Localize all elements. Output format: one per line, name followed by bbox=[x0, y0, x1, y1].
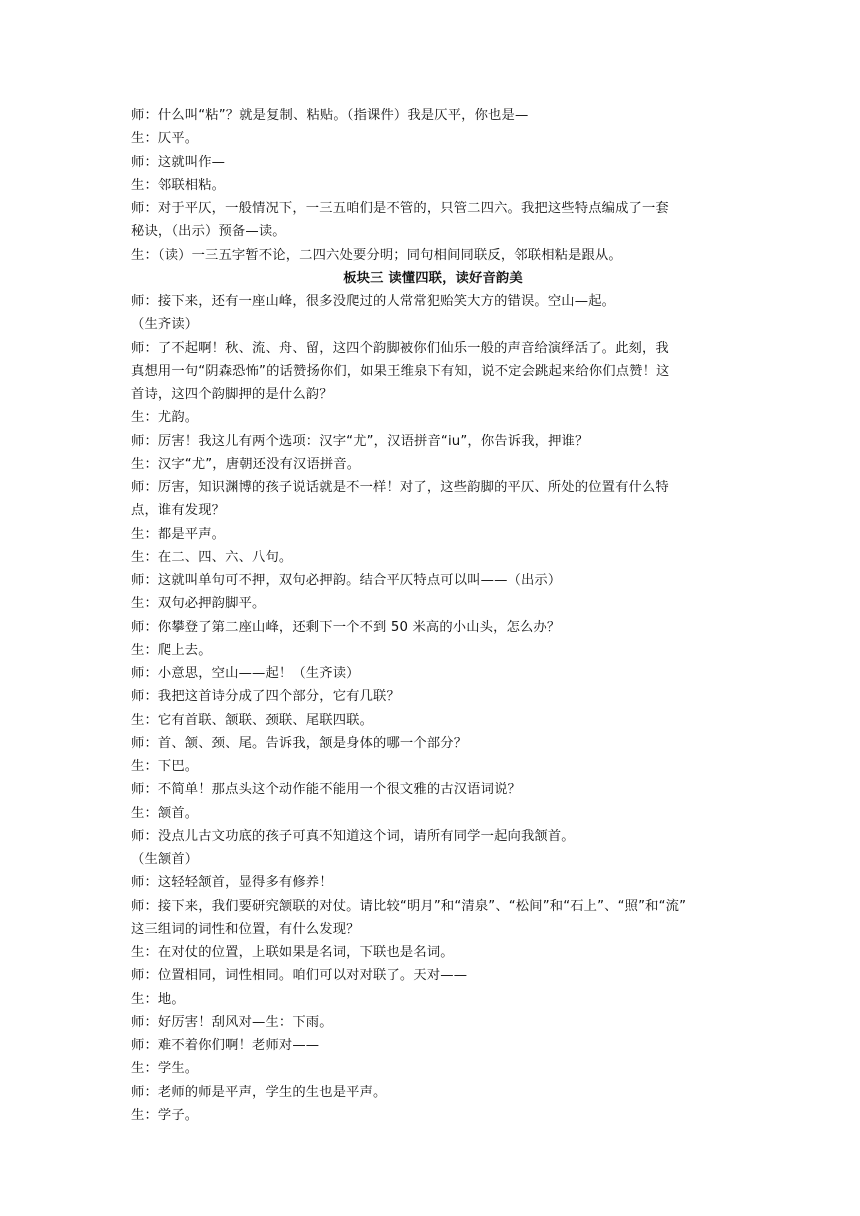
text-line: 师：小意思，空山——起！（生齐读） bbox=[131, 666, 360, 681]
text-line: 师：了不起啊！秋、流、舟、留，这四个韵脚被你们仙乐一般的声音给演绎活了。此刻，我 bbox=[131, 340, 669, 356]
text-line: 生：尤韵。 bbox=[131, 410, 199, 426]
document-page bbox=[131, 104, 735, 1127]
text-line: 生：学生。 bbox=[131, 1061, 199, 1077]
text-line: （生颔首） bbox=[131, 852, 199, 867]
text-line: 生：下巴。 bbox=[131, 759, 199, 774]
text-line: 师：厉害！我这儿有两个选项：汉字“尤”，汉语拼音“iu”，你告诉我，押谁？ bbox=[131, 433, 589, 449]
text-line: 真想用一句“阴森恐怖”的话赞扬你们，如果王维泉下有知，说不定会跳起来给你们点赞！这 bbox=[131, 363, 670, 379]
text-line: 师：这就叫作— bbox=[131, 154, 226, 170]
text-line: 生：邻联相粘。 bbox=[131, 177, 226, 193]
text-line: 师：我把这首诗分成了四个部分，它有几联？ bbox=[131, 689, 400, 705]
text-line: 师：厉害，知识渊博的孩子说话就是不一样！对了，这些韵脚的平仄、所处的位置有什么特 bbox=[131, 480, 669, 495]
text-line: 师：好厉害！刮风对—生：下雨。 bbox=[131, 1014, 333, 1030]
text-line: 生：它有首联、颔联、颈联、尾联四联。 bbox=[131, 712, 374, 728]
text-line: 师：位置相同，词性相同。咱们可以对对联了。天对—— bbox=[131, 968, 468, 984]
text-line: 生：地。 bbox=[131, 991, 185, 1007]
text-line: 点，谁有发现？ bbox=[131, 503, 226, 519]
text-line: 师：老师的师是平声，学生的生也是平声。 bbox=[131, 1084, 387, 1100]
text-line: 生：在二、四、六、八句。 bbox=[131, 549, 293, 565]
text-line: 师：这就叫单句可不押，双句必押韵。结合平仄特点可以叫——（出示） bbox=[131, 573, 562, 588]
text-line: 师：首、颔、颈、尾。告诉我，颔是身体的哪一个部分？ bbox=[131, 735, 468, 751]
text-line: 师：对于平仄，一般情况下，一三五咱们是不管的，只管二四六。我把这些特点编成了一套 bbox=[131, 201, 669, 216]
text-line: 生：双句必押韵脚平。 bbox=[131, 596, 266, 612]
text-line: 生：爬上去。 bbox=[131, 642, 212, 658]
text-line: 师：什么叫“粘”？就是复制、粘贴。（指课件）我是仄平，你也是— bbox=[131, 108, 529, 123]
text-line: 生：颔首。 bbox=[131, 805, 199, 821]
text-line: （生齐读） bbox=[131, 317, 199, 333]
text-line: 生：汉字“尤”，唐朝还没有汉语拼音。 bbox=[131, 456, 361, 472]
text-line: 师：接下来，我们要研究颔联的对仗。请比较“明月”和“清泉”、“松间”和“石上”、“照”和“流” bbox=[131, 898, 687, 914]
text-line: 师：接下来，还有一座山峰，很多没爬过的人常常犯贻笑大方的错误。空山—起。 bbox=[131, 294, 616, 309]
text-line: 生：（读）一三五字暂不论，二四六处要分明；同句相间同联反，邻联相粘是跟从。 bbox=[131, 247, 622, 263]
text-line: 秘诀，（出示）预备—读。 bbox=[131, 224, 286, 240]
text-line: 师：这轻轻颔首，显得多有修养！ bbox=[131, 875, 333, 891]
text-line: 师：难不着你们啊！老师对—— bbox=[131, 1038, 320, 1053]
text-line: 师：没点儿古文功底的孩子可真不知道这个词，请所有同学一起向我颔首。 bbox=[131, 828, 575, 844]
text-line: 首诗，这四个韵脚押的是什么韵？ bbox=[131, 387, 333, 402]
text-line: 师：你攀登了第二座山峰，还剩下一个不到 50 米高的小山头，怎么办？ bbox=[131, 619, 561, 635]
text-line: 生：学子。 bbox=[131, 1107, 199, 1123]
text-line: 生：仄平。 bbox=[131, 131, 199, 147]
section-heading: 板块三 读懂四联，读好音韵美 bbox=[343, 270, 523, 286]
text-line: 师：不简单！那点头这个动作能不能用一个很文雅的古汉语词说？ bbox=[131, 782, 521, 798]
text-line: 这三组词的词性和位置，有什么发现？ bbox=[131, 921, 360, 937]
text-line: 生：在对仗的位置，上联如果是名词，下联也是名词。 bbox=[131, 945, 454, 960]
text-line: 生：都是平声。 bbox=[131, 526, 226, 542]
